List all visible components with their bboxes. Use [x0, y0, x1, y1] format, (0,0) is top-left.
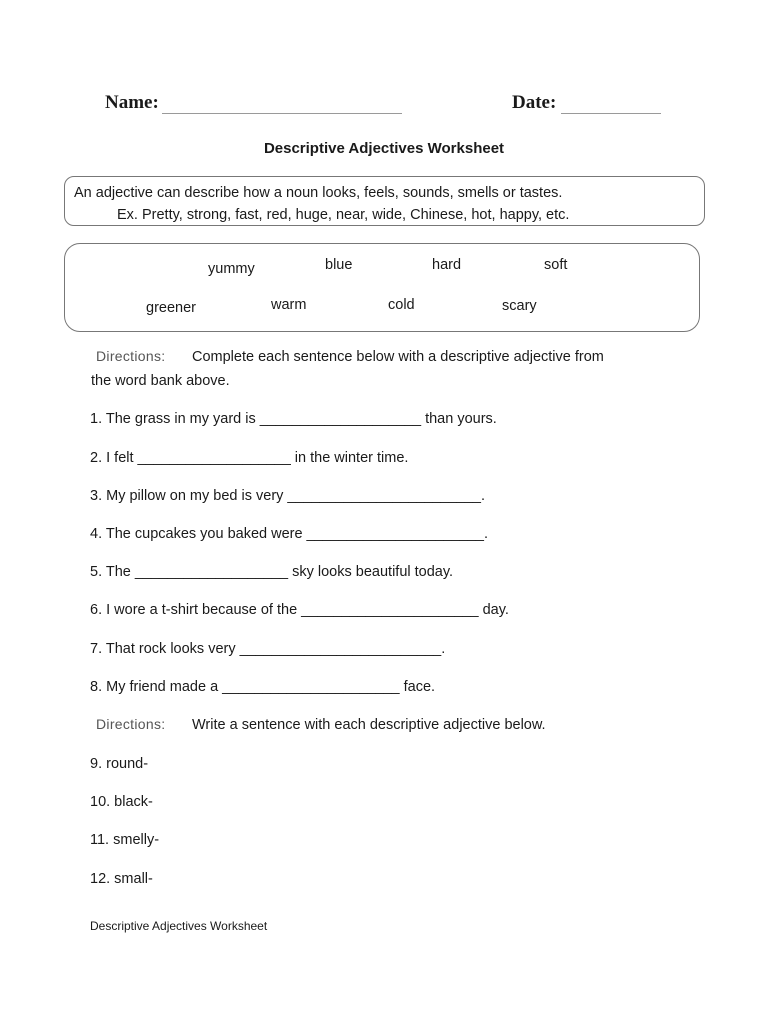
- definition-box: [64, 176, 705, 226]
- sentence-item: 1. The grass in my yard is ____________________ than yours.: [90, 411, 497, 427]
- directions-text: Write a sentence with each descriptive adjective below.: [192, 717, 546, 733]
- name-label: Name:: [105, 92, 159, 113]
- word-bank-box: [64, 243, 700, 332]
- word-bank-item: hard: [432, 257, 462, 273]
- definition-text: An adjective can describe how a noun looks, feels, sounds, smells or tastes.: [74, 185, 563, 201]
- sentence-item: 8. My friend made a ______________________ face.: [90, 679, 436, 695]
- directions-label: Directions:: [96, 348, 166, 364]
- word-bank-item: yummy: [208, 261, 255, 277]
- date-line[interactable]: [561, 113, 661, 114]
- word-bank-item: greener: [146, 300, 196, 316]
- adjective-item: 10. black-: [90, 794, 153, 810]
- word-bank-item: blue: [325, 257, 353, 273]
- page-footer: Descriptive Adjectives Worksheet: [90, 919, 268, 933]
- examples-text: Ex. Pretty, strong, fast, red, huge, near, wide, Chinese, hot, happy, etc.: [117, 207, 570, 223]
- sentence-item: 7. That rock looks very _________________________.: [90, 641, 446, 657]
- directions-text: Complete each sentence below with a descriptive adjective from: [192, 349, 604, 365]
- word-bank-item: scary: [502, 298, 537, 314]
- adjective-item: 12. small-: [90, 871, 153, 887]
- word-bank-item: warm: [271, 297, 307, 313]
- sentence-item: 5. The ___________________ sky looks beautiful today.: [90, 564, 454, 580]
- page-title: Descriptive Adjectives Worksheet: [263, 140, 505, 157]
- directions-text: the word bank above.: [91, 373, 230, 389]
- directions-label: Directions:: [96, 716, 166, 732]
- sentence-item: 2. I felt ___________________ in the winter time.: [90, 450, 409, 466]
- word-bank-item: soft: [544, 257, 568, 273]
- word-bank-item: cold: [388, 297, 415, 313]
- sentence-item: 4. The cupcakes you baked were ______________________.: [90, 526, 488, 542]
- date-label: Date:: [512, 92, 557, 113]
- adjective-item: 9. round-: [90, 756, 149, 772]
- sentence-item: 6. I wore a t-shirt because of the ______________________ day.: [90, 602, 509, 618]
- adjective-item: 11. smelly-: [90, 832, 160, 848]
- name-line[interactable]: [162, 113, 402, 114]
- sentence-item: 3. My pillow on my bed is very ________________________.: [90, 488, 485, 504]
